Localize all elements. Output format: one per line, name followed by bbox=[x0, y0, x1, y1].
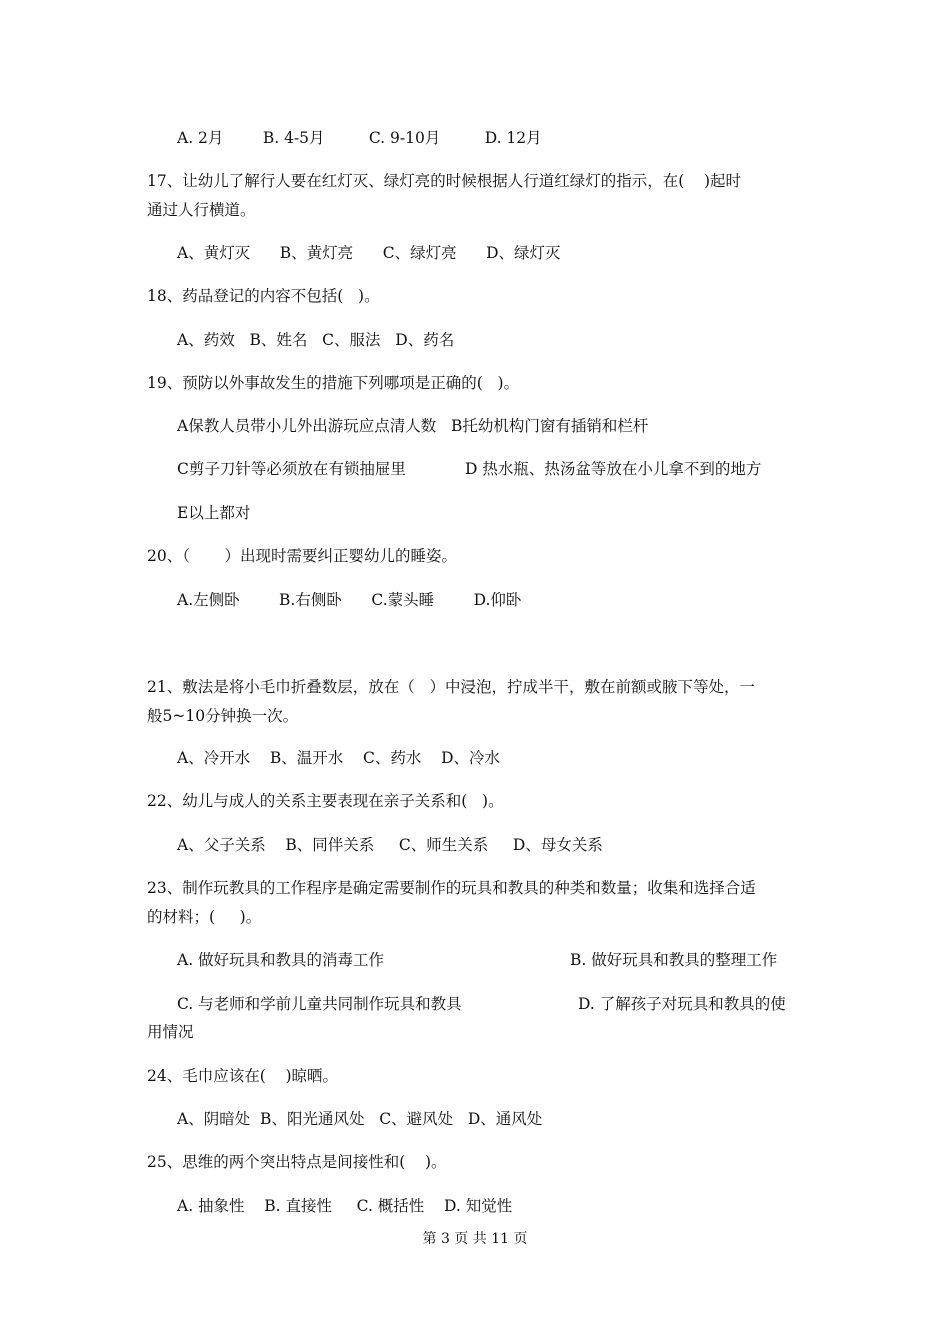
q19-option-c-d: C剪子刀针等必须放在有锁抽屉里 D 热水瓶、热汤盆等放在小儿拿不到的地方 bbox=[177, 460, 762, 478]
q23-option-b: B. 做好玩具和教具的整理工作 bbox=[570, 951, 778, 969]
q21-text-line2: 般5~10分钟换一次。 bbox=[147, 707, 299, 725]
q22-text: 22、幼儿与成人的关系主要表现在亲子关系和( )。 bbox=[147, 792, 504, 810]
q22-options: A、父子关系 B、同伴关系 C、师生关系 D、母女关系 bbox=[177, 836, 603, 854]
q16-options: A. 2月 B. 4-5月 C. 9-10月 D. 12月 bbox=[177, 129, 542, 147]
q18-options: A、药效 B、姓名 C、服法 D、药名 bbox=[177, 331, 455, 349]
q24-text: 24、毛巾应该在( )晾晒。 bbox=[147, 1067, 339, 1085]
q23-text-line1: 23、制作玩教具的工作程序是确定需要制作的玩具和教具的种类和数量；收集和选择合适 bbox=[147, 879, 756, 897]
q25-text: 25、思维的两个突出特点是间接性和( )。 bbox=[147, 1153, 447, 1171]
q24-options: A、阴暗处 B、阳光通风处 C、避风处 D、通风处 bbox=[177, 1110, 543, 1128]
q23-option-c: C. 与老师和学前儿童共同制作玩具和教具 bbox=[177, 995, 462, 1013]
q17-text-line2: 通过人行横道。 bbox=[147, 201, 256, 219]
q19-option-e: E以上都对 bbox=[177, 504, 251, 522]
q23-text-line2: 的材料；( )。 bbox=[147, 908, 262, 926]
q17-text-line1: 17、让幼儿了解行人要在红灯灭、绿灯亮的时候根据人行道红绿灯的指示，在( )起时 bbox=[147, 172, 742, 190]
page-footer: 第 3 页 共 11 页 bbox=[422, 1231, 528, 1247]
q20-options: A.左侧卧 B.右侧卧 C.蒙头睡 D.仰卧 bbox=[177, 591, 522, 609]
q18-text: 18、药品登记的内容不包括( )。 bbox=[147, 287, 380, 305]
q23-option-d: D. 了解孩子对玩具和教具的使 bbox=[578, 995, 786, 1013]
q21-text-line1: 21、敷法是将小毛巾折叠数层，放在（ ）中浸泡，拧成半干，敷在前额或腋下等处，一 bbox=[147, 678, 756, 696]
q21-options: A、冷开水 B、温开水 C、药水 D、冷水 bbox=[177, 749, 500, 767]
q23-option-a: A. 做好玩具和教具的消毒工作 bbox=[177, 951, 385, 969]
q17-options: A、黄灯灭 B、黄灯亮 C、绿灯亮 D、绿灯灭 bbox=[177, 244, 561, 262]
q23-option-d-cont: 用情况 bbox=[147, 1023, 194, 1041]
q19-option-a-b: A保教人员带小儿外出游玩应点清人数 B托幼机构门窗有插销和栏杆 bbox=[177, 417, 649, 435]
q20-text: 20、（ ）出现时需要纠正婴幼儿的睡姿。 bbox=[147, 547, 457, 565]
q19-text: 19、预防以外事故发生的措施下列哪项是正确的( )。 bbox=[147, 374, 520, 392]
q25-options: A. 抽象性 B. 直接性 C. 概括性 D. 知觉性 bbox=[177, 1197, 513, 1215]
